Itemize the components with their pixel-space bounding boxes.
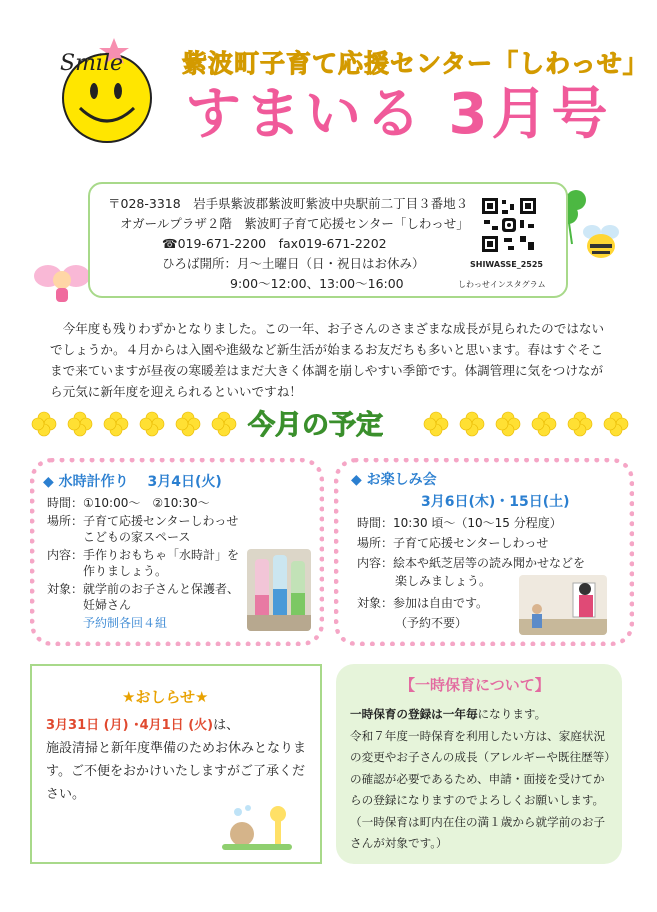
care-lead-bold: 一時保育の登録は一年毎	[350, 707, 478, 721]
qr-code[interactable]	[480, 196, 538, 254]
event-place-detail: こどもの家スペース	[83, 530, 191, 544]
qr-label: しわっせインスタグラム	[458, 280, 546, 289]
subtitle: 紫波町子育て応援センター「しわっせ」	[182, 49, 649, 78]
event-target: 対象：参加は自由です。	[357, 596, 489, 610]
story-time-photo	[519, 575, 607, 635]
event-reservation-note: 予約制各回４組	[83, 616, 168, 630]
care-text: 令和７年度一時保育を利用したい方は、家庭状況の変更やお子さんの成長（アレルギーや既往歴等）の確認が必要であるため、申請・面接を受けてからの登録になりますのでよろしくお願いします。（一時保育は町内在住の満１歳から就学前のお子さんが対象です。）	[350, 728, 611, 850]
logo-text: Smile	[60, 51, 124, 76]
open-hours: 9:00～12:00、13:00～16:00	[230, 276, 404, 291]
event-title: ◆ お楽しみ会	[351, 472, 437, 488]
notice-title: ★おしらせ★	[122, 688, 209, 706]
care-lead-rest: になります。	[477, 707, 547, 721]
page-title: すまいる 3月号	[185, 82, 612, 147]
event-content-detail: 楽しみましょう。	[395, 574, 492, 588]
event-content-detail: 作りましょう。	[83, 564, 168, 578]
event-content: 内容：絵本や紙芝居等の読み聞かせなどを	[357, 556, 586, 570]
care-title: 【一時保育について】	[400, 676, 550, 694]
fairy-icon	[32, 250, 92, 310]
event-target-detail: （予約不要）	[395, 616, 468, 630]
qr-caption: SHIWASSE_2525	[470, 260, 543, 269]
temporary-childcare-box	[336, 664, 622, 864]
event-content: 内容：手作りおもちゃ「水時計」を	[47, 548, 240, 562]
event-place: 場所：子育て応援センターしわっせ	[47, 514, 239, 528]
closure-dates: 3月31日 (月) ･4月1日 (火)	[46, 718, 214, 733]
notice-box	[30, 664, 322, 864]
event-time: 時間：10:30 頃～（10～15 分程度）	[357, 516, 562, 530]
event-target: 対象：就学前のお子さんと保護者、	[47, 582, 240, 596]
schedule-title: 今月の予定	[240, 403, 391, 442]
event-water-clock	[30, 458, 324, 646]
contact-info-box	[88, 182, 568, 298]
intro-paragraph: 今年度も残りわずかとなりました。この一年、お子さんのさまざまな成長が見られたのではないでしょうか。４月からは入園や進級など新生活が始まるお友だちも多いと思います。春はすぐそこまで来ていますが昼夜の寒暖差はまだ大きく体調を崩しやすい季節です。体調管理に気をつけながら元気に新年度を迎えられるといいですね！	[50, 321, 605, 399]
event-target-detail: 妊婦さん	[83, 598, 132, 612]
event-place: 場所：子育て応援センターしわっせ	[357, 536, 549, 550]
notice-text-1: は、	[213, 718, 240, 733]
event-story-time	[334, 458, 634, 646]
notice-text-2: 施設清掃と新年度準備のためお休みとなります。ご不便をおかけいたしますがご了承ください。	[46, 741, 307, 802]
event-title: ◆ 水時計作り 3月4日(火)	[43, 474, 222, 490]
smiley-logo	[52, 36, 162, 146]
care-body	[350, 704, 612, 855]
open-days: ひろば開所：月～土曜日（日・祝日はお休み）	[162, 256, 425, 271]
event-time: 時間：①10:00～ ②10:30～	[47, 496, 210, 510]
notice-body	[46, 714, 312, 806]
water-clock-photo	[247, 549, 311, 631]
address: 〒028-3318 岩手県紫波郡紫波町紫波中央駅前二丁目３番地３	[108, 196, 469, 211]
bee-icon	[578, 222, 624, 262]
phone: ☎019-671-2200 fax019-671-2202	[162, 236, 387, 251]
event-dates: 3月6日(木)・15日(土)	[421, 494, 570, 510]
snail-icon	[218, 802, 298, 856]
building: オガールプラザ２階 紫波町子育て応援センター「しわっせ」	[120, 216, 469, 231]
